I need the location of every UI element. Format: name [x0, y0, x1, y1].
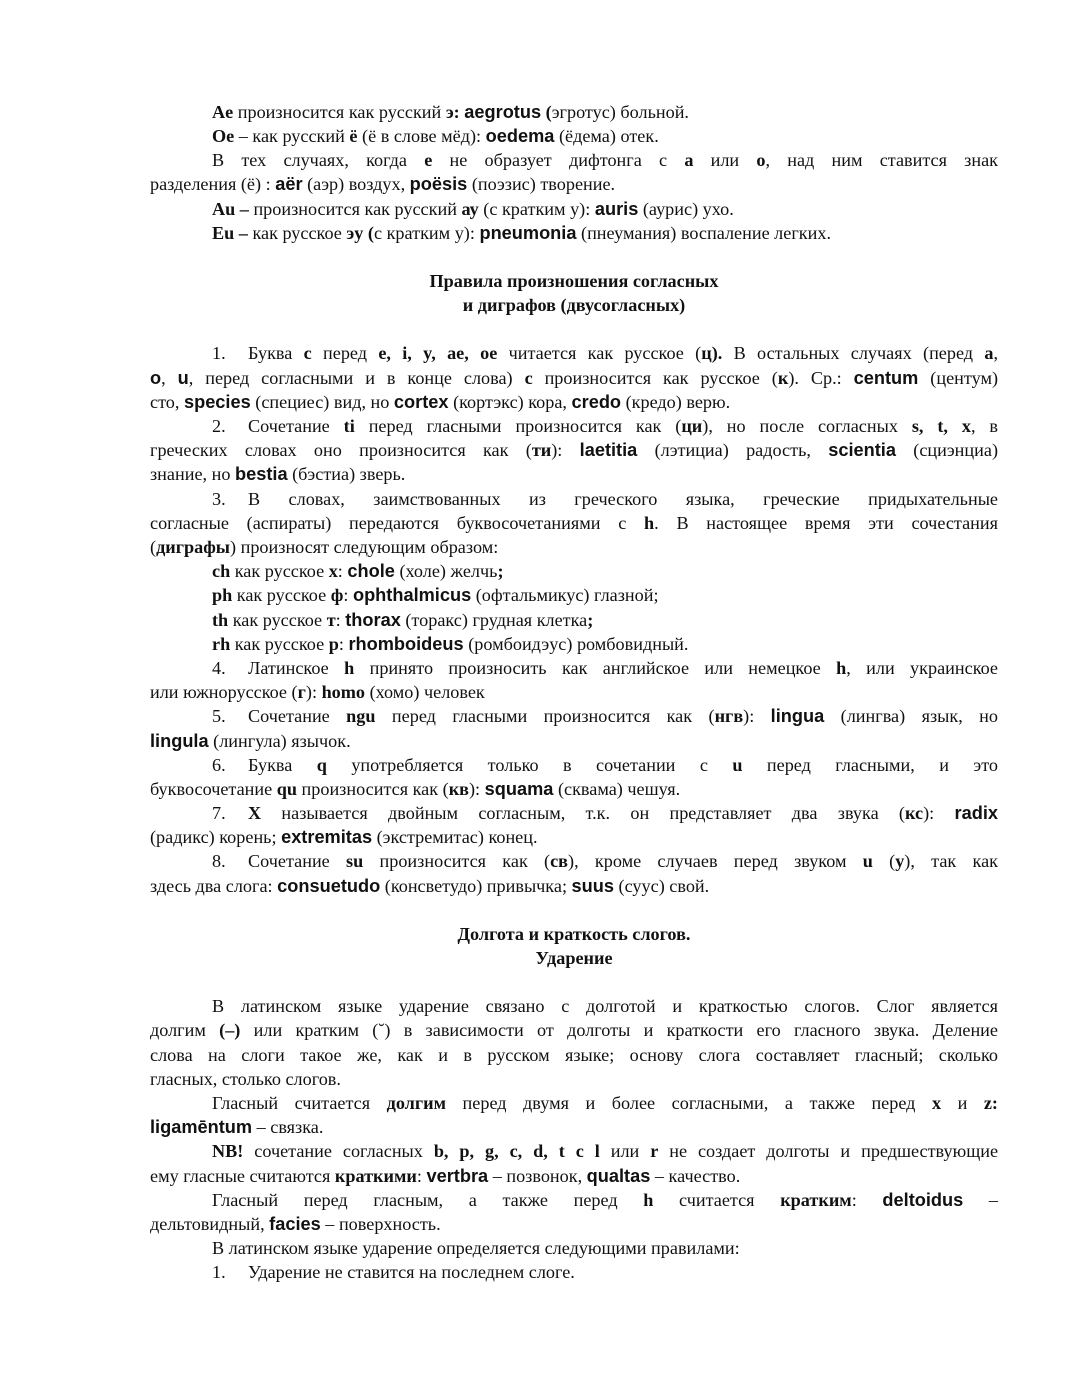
section-subtitle-stress: Ударение: [535, 948, 613, 968]
rule-7-line-1: 7. X называется двойным согласным, т.к. он представляет два звука (кс): radix: [212, 803, 998, 823]
digraph-th: th как русское т: thorax (торакс) грудная клетка;: [212, 610, 594, 630]
rule-6-line-1: 6. Буква q употребляется только в сочетании с u перед гласными, и это: [212, 755, 998, 775]
rule-8-line-1: 8. Сочетание su произносится как (св), кроме случаев перед звуком u (у), так как: [212, 851, 998, 871]
text-line-trema-1: В тех случаях, когда е не образует дифтонга с а или о, над ним ставится знак: [212, 150, 999, 170]
rule-3-line-1: 3. В словах, заимствованных из греческого языка, греческие придыхательные: [212, 489, 998, 509]
section-title-syllables: Долгота и краткость слогов.: [457, 924, 691, 944]
stress-p1-line-4: гласных, столько слогов.: [150, 1069, 341, 1089]
rule-4-line-1: 4. Латинское h принято произносить как английское или немецкое h, или украинское: [212, 658, 998, 678]
stress-p3-line-1: NB! сочетание согласных b, p, g, c, d, t c l или r не создает долготы и предшествующие: [212, 1141, 999, 1161]
section-subtitle-digraphs: и диграфов (двусогласных): [462, 295, 686, 315]
text-line-eu: Eu – как русское эу (с кратким у): pneumonia (пнеумания) воспаление легких.: [212, 223, 832, 243]
rule-3-line-3: (диграфы) произносят следующим образом:: [150, 537, 499, 557]
stress-p3-line-2: ему гласные считаются краткими: vertbra – позвонок, qualtas – качество.: [150, 1166, 741, 1186]
rule-8-line-2: здесь два слога: consuetudo (консветудо) привычка; suus (суус) свой.: [150, 876, 710, 896]
stress-p4-line-1: Гласный перед гласным, а также перед h считается кратким: deltoidus –: [212, 1190, 999, 1210]
rule-5-line-2: lingula (лингула) язычок.: [150, 731, 351, 751]
rule-3-line-2: согласные (аспираты) передаются буквосочетаниями с h. В настоящее время эти сочестания: [150, 513, 998, 533]
rule-5-line-1: 5. Сочетание ngu перед гласными произносится как (нгв): lingua (лингва) язык, но: [212, 706, 998, 726]
rule-1-line-1: 1. Буква с перед e, i, y, ae, oe читается как русское (ц). В остальных случаях (перед a,: [212, 343, 998, 363]
text-line-oe: Oe – как русский ё (ё в слове мёд): oedema (ёдема) отек.: [212, 126, 659, 146]
rule-2-line-2: греческих словах оно произносится как (ти): laetitia (лэтициа) радость, scientia (сциэнциа): [150, 440, 998, 460]
rule-6-line-2: буквосочетание qu произносится как (кв): squama (сквама) чешуя.: [150, 779, 681, 799]
stress-p2-line-2: ligamēntum – связка.: [150, 1117, 324, 1137]
stress-p4-line-2: дельтовидный, facies – поверхность.: [150, 1214, 441, 1234]
rule-4-line-2: или южнорусское (г): homo (хомо) человек: [150, 682, 485, 702]
text-line-ae: Ae произносится как русский э: aegrotus (эгротус) больной.: [212, 102, 689, 122]
digraph-rh: rh как русское р: rhomboideus (ромбоидэус) ромбовидный.: [212, 634, 689, 654]
text-line-au: Au – произносится как русский ау (с кратким у): auris (аурис) ухо.: [212, 199, 734, 219]
rule-7-line-2: (радикс) корень; extremitas (экстремитас) конец.: [150, 827, 538, 847]
rule-1-line-3: сто, species (специес) вид, но cortex (кортэкс) кора, credo (кредо) верю.: [150, 392, 731, 412]
rule-2-line-1: 2. Сочетание ti перед гласными произносится как (ци), но после согласных s, t, x, в: [212, 416, 999, 436]
stress-p1-line-1: В латинском языке ударение связано с долготой и краткостью слогов. Слог является: [212, 996, 998, 1016]
stress-p2-line-1: Гласный считается долгим перед двумя и более согласными, а также перед х и z:: [212, 1093, 998, 1113]
digraph-ch: ch как русское х: chole (холе) желчь;: [212, 561, 504, 581]
section-title-consonants: Правила произношения согласных: [429, 271, 719, 291]
stress-rule-1: 1. Ударение не ставится на последнем слоге.: [212, 1262, 575, 1282]
digraph-ph: ph как русское ф: ophthalmicus (офтальмикус) глазной;: [212, 585, 659, 605]
stress-p1-line-2: долгим (–) или кратким (˘) в зависимости от долготы и краткости его гласного звука. Деление: [150, 1020, 998, 1040]
rule-2-line-3: знание, но bestia (бэстиа) зверь.: [150, 464, 406, 484]
stress-p5: В латинском языке ударение определяется следующими правилами:: [212, 1238, 740, 1258]
stress-p1-line-3: слова на слоги такое же, как и в русском языке; основу слога составляет гласный; сколько: [150, 1045, 998, 1065]
rule-1-line-2: o, u, перед согласными и в конце слова) с произносится как русское (к). Ср.: centum (центум): [150, 368, 999, 388]
text-line-trema-2: разделения (ё) : aёr (аэр) воздух, poёsis (поэзис) творение.: [150, 174, 616, 194]
